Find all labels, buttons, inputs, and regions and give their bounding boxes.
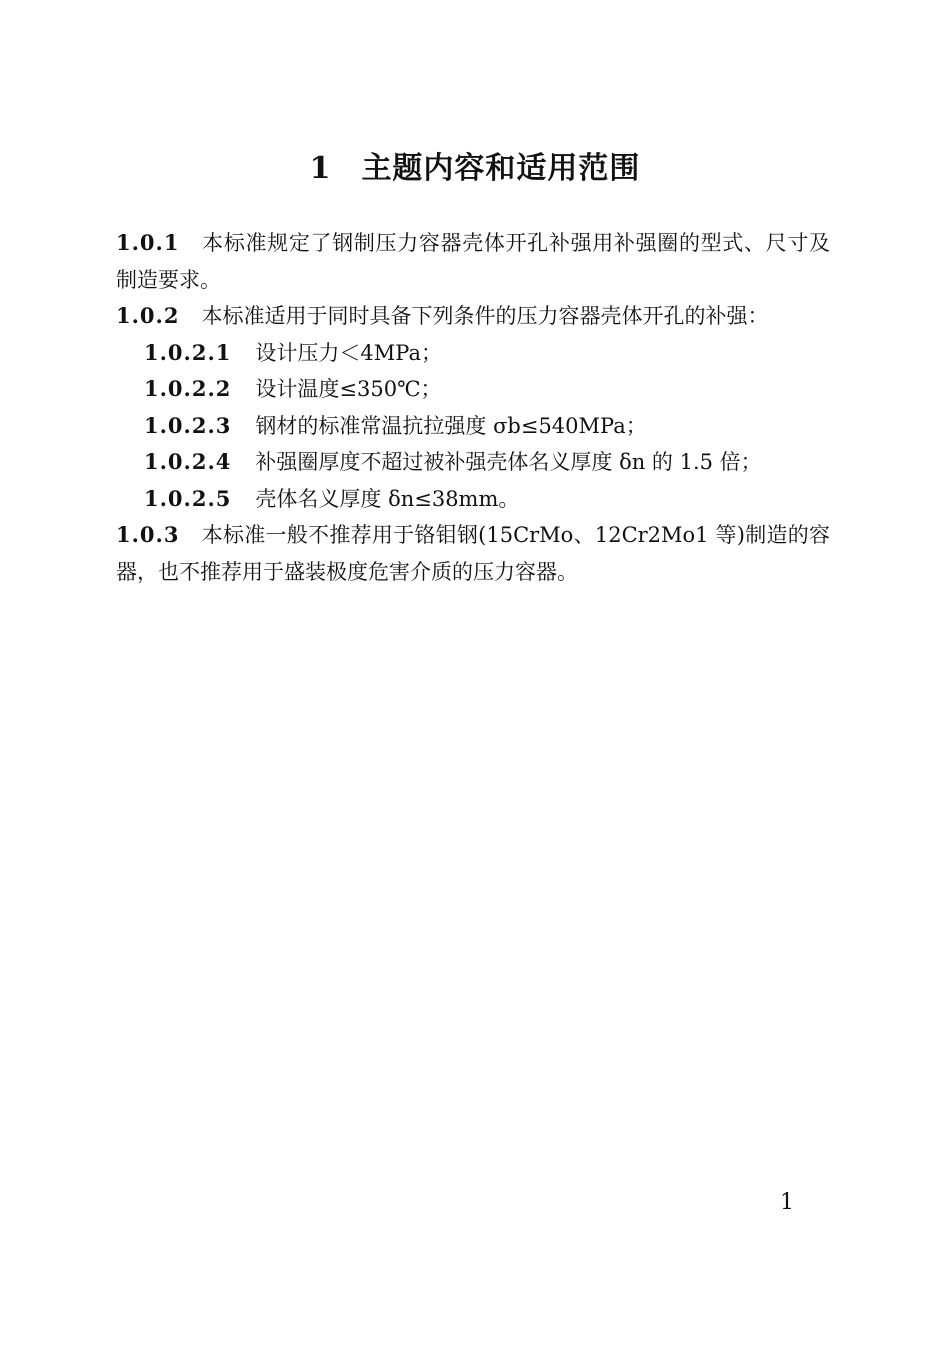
clause-text: 本标准一般不推荐用于铬钼钢(15CrMo、12Cr2Mo1 等)制造的容器，也不推荐用于盛装极度危害介质的压力容器。 <box>116 523 830 584</box>
clause-1-0-2-3 <box>116 408 830 445</box>
clause-number: 1.0.2.5 <box>144 485 232 511</box>
clause-list <box>116 225 830 590</box>
clause-number: 1.0.2.1 <box>144 339 232 365</box>
clause-1-0-1 <box>116 225 830 298</box>
clause-1-0-3 <box>116 517 830 590</box>
clause-text: 壳体名义厚度 δn≤38mm。 <box>255 486 520 511</box>
clause-number: 1.0.2.4 <box>144 449 232 474</box>
clause-text: 本标准适用于同时具备下列条件的压力容器壳体开孔的补强： <box>201 304 769 328</box>
clause-1-0-2 <box>116 298 830 335</box>
clause-text: 设计压力＜4MPa； <box>255 340 442 365</box>
clause-number: 1.0.2 <box>116 303 180 328</box>
clause-number: 1.0.2.2 <box>144 376 232 401</box>
clause-1-0-2-1 <box>116 335 830 372</box>
clause-1-0-2-2 <box>116 371 830 408</box>
clause-1-0-2-5 <box>116 481 830 518</box>
clause-1-0-2-4 <box>116 444 830 481</box>
clause-text: 补强圈厚度不超过被补强壳体名义厚度 δn 的 1.5 倍； <box>255 450 762 474</box>
clause-text: 本标准规定了钢制压力容器壳体开孔补强用补强圈的型式、尺寸及制造要求。 <box>116 231 830 292</box>
page-number: 1 <box>780 1190 794 1215</box>
clause-number: 1.0.1 <box>116 230 180 255</box>
chapter-title: 主题内容和适用范围 <box>361 151 641 186</box>
chapter-heading <box>0 143 950 187</box>
clause-text: 设计温度≤350℃； <box>255 377 442 401</box>
clause-number: 1.0.2.3 <box>144 412 232 438</box>
clause-text: 钢材的标准常温抗拉强度 σb≤540MPa； <box>255 413 647 438</box>
clause-number: 1.0.3 <box>116 522 180 547</box>
chapter-number: 1 <box>309 151 332 186</box>
